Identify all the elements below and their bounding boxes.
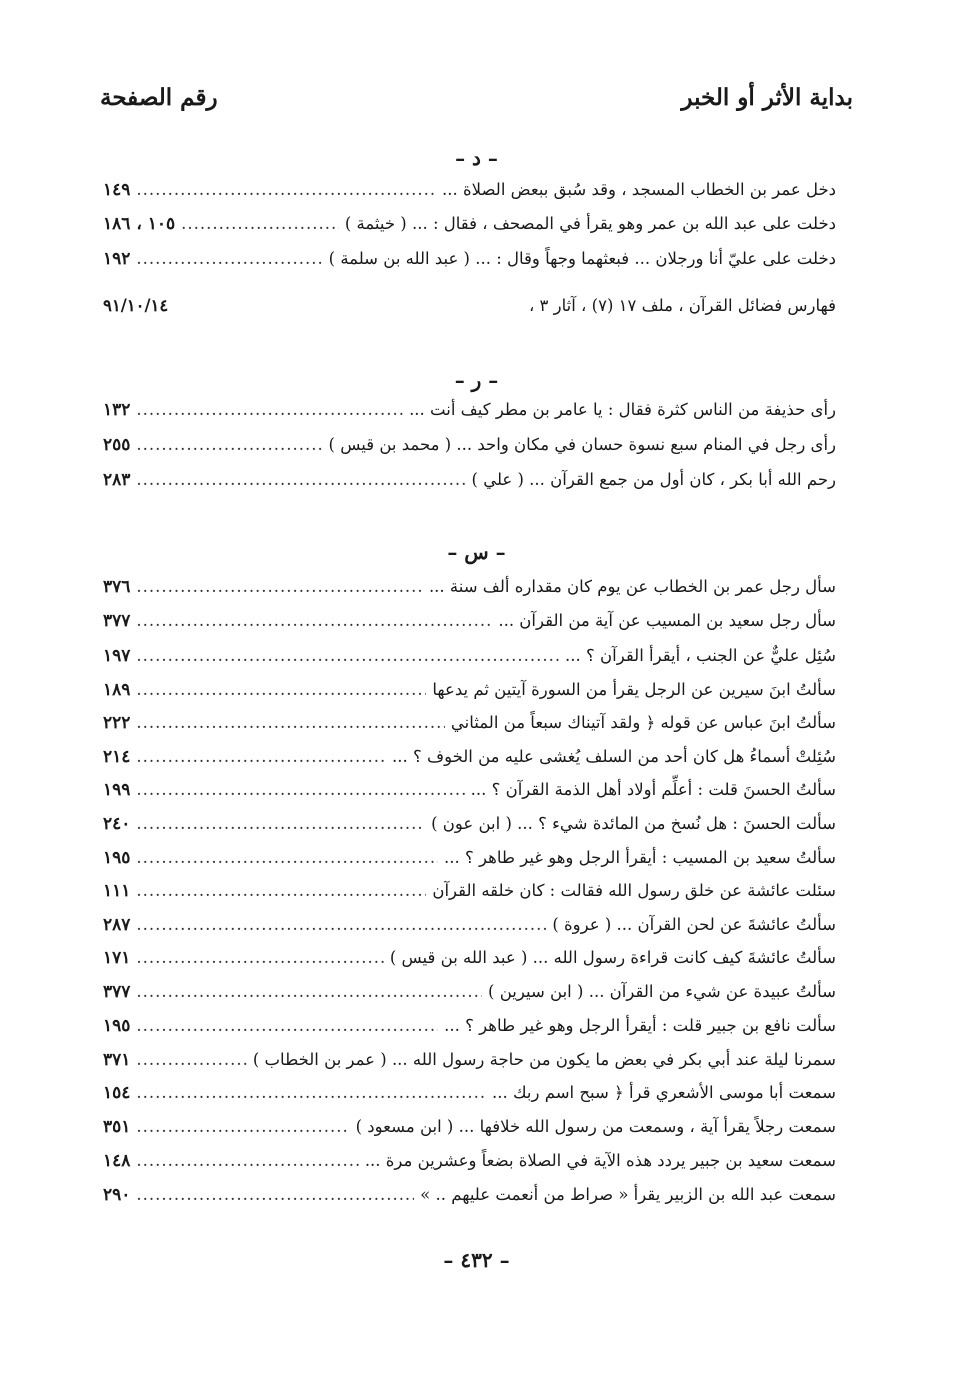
leader-dots [136,680,426,699]
index-entry [103,1151,836,1181]
index-entry [103,249,836,279]
index-entry [103,948,836,978]
leader-dots [136,915,546,934]
entry-page: ٣٧٧ [103,982,131,1002]
index-entry [103,646,836,676]
header-page-number-title: رقم الصفحة [100,84,218,111]
index-entry [103,881,836,911]
leader-dots [136,435,322,454]
leader-dots [136,1016,438,1035]
index-entry [103,1083,836,1113]
entry-text: سألتُ عبيدة عن شيء من القرآن ... ( ابن سيرين ) [488,982,836,1001]
index-entry [103,1016,836,1046]
entry-page: ١١١ [103,881,131,901]
leader-dots [136,470,465,489]
leader-dots [136,747,386,766]
entry-text: سئلت عائشة عن خلق رسول الله فقالت : كان خلقه القرآن [432,881,836,900]
entry-page: ٢٢٢ [103,713,131,733]
entry-page: ١٩٥ [103,848,131,868]
leader-dots [136,713,445,732]
entry-text: سألتُ الحسنَ قلت : أعلِّم أولاد أهل الذمة القرآن ؟ ... [470,780,836,799]
entry-text: دخلت على عليّ أنا ورجلان ... فبعثهما وجهاً وقال : ... ( عبد الله بن سلمة ) [328,249,836,268]
entry-page: ١٤٨ [103,1151,131,1171]
entry-text: دخل عمر بن الخطاب المسجد ، وقد سُبق ببعض الصلاة ... [442,180,836,199]
index-entry [103,180,836,210]
page-number-footer: – ٤٣٢ – [443,1248,510,1272]
entry-page: ١٣٢ [103,400,131,420]
index-entry [103,680,836,710]
file-note [103,296,836,315]
entry-text: سألتُ عائشةَ كيف كانت قراءة رسول الله ... ( عبد الله بن قيس ) [389,948,836,967]
index-entry [103,848,836,878]
entry-text: سمعت عبد الله بن الزبير يقرأ « صراط من أنعمت عليهم .. » [420,1185,836,1204]
entry-page: ٣٥١ [103,1117,131,1137]
entry-text: سألت الحسنَ : هل نُسخ من المائدة شيء ؟ ... ( ابن عون ) [431,814,836,833]
leader-dots [136,1151,358,1170]
leader-dots [136,249,322,268]
leader-dots [136,881,426,900]
entry-page: ١٩٩ [103,780,131,800]
leader-dots [181,214,339,233]
entry-page: ٢٥٥ [103,435,131,455]
index-entry [103,814,836,844]
entry-page: ٢٨٧ [103,915,131,935]
entry-page: ٣٧٧ [103,611,131,631]
entry-page: ١٧١ [103,948,131,968]
leader-dots [136,848,438,867]
index-entry [103,915,836,945]
section-letter-dal: – د – [455,146,498,170]
entry-page: ٢١٤ [103,747,131,767]
index-entry [103,713,836,743]
entry-text: سأل رجل عمر بن الخطاب عن يوم كان مقداره ألف سنة ... [428,577,836,596]
leader-dots [136,948,383,967]
entry-page: ١٤٩ [103,180,131,200]
leader-dots [136,611,492,630]
page-header [100,84,853,111]
entry-text: رأى رجل في المنام سبع نسوة حسان في مكان واحد ... ( محمد بن قيس ) [328,435,836,454]
entry-page: ١٩٢ [103,249,131,269]
entry-text: دخلت على عبد الله بن عمر وهو يقرأ في المصحف ، فقال : ... ( خيثمة ) [344,214,836,233]
section-letter-ra: – ر – [454,368,499,392]
entry-text: سألت نافع بن جبير قلت : أيقرأ الرجل وهو غير طاهر ؟ ... [444,1016,836,1035]
entry-page: ١٠٥ ، ١٨٦ [103,214,176,234]
entry-page: ٢٩٠ [103,1185,131,1205]
index-entry [103,435,836,465]
leader-dots [136,1050,246,1069]
entry-text: سألتُ عائشةَ عن لحن القرآن ... ( عروة ) [552,915,836,934]
index-entry [103,577,836,607]
index-entry [103,780,836,810]
file-note-code: ٩١/١٠/١٤ [103,296,169,315]
header-first-words-title: بداية الأثر أو الخبر [681,84,853,111]
index-entry [103,470,836,500]
entry-text: سُئِل عليٌّ عن الجنب ، أيقرأ القرآن ؟ ... [565,646,836,665]
entry-text: رحم الله أبا بكر ، كان أول من جمع القرآن ... ( علي ) [471,470,836,489]
entry-page: ٣٧١ [103,1050,131,1070]
entry-page: ٢٨٣ [103,470,131,490]
index-entry [103,1050,836,1080]
index-entry [103,400,836,430]
leader-dots [136,1083,486,1102]
index-entry [103,982,836,1012]
leader-dots [136,982,482,1001]
leader-dots [136,1117,349,1136]
entry-page: ١٥٤ [103,1083,131,1103]
entry-text: رأى حذيفة من الناس كثرة فقال : يا عامر بن مطر كيف أنت ... [409,400,836,419]
index-entry [103,747,836,777]
index-entry [103,1117,836,1147]
leader-dots [136,400,403,419]
leader-dots [136,577,423,596]
entry-text: سمعت رجلاً يقرأ آية ، وسمعت من رسول الله خلافها ... ( ابن مسعود ) [355,1117,836,1136]
leader-dots [136,646,559,665]
index-entry [103,611,836,641]
entry-page: ١٩٥ [103,1016,131,1036]
entry-text: سأل رجل سعيد بن المسيب عن آية من القرآن ... [498,611,836,630]
leader-dots [136,814,425,833]
file-note-text: فهارس فضائل القرآن ، ملف ١٧ (٧) ، آثار ٣ ، [528,296,836,315]
entry-text: سُئِلتْ أسماءُ هل كان أحد من السلف يُغشى عليه من الخوف ؟ ... [392,747,836,766]
leader-dots [136,1185,414,1204]
entry-page: ٣٧٦ [103,577,131,597]
entry-page: ١٩٧ [103,646,131,666]
entry-text: سألتُ ابنَ عباس عن قوله ﴿ ولقد آتيناك سبعاً من المثاني [450,713,836,732]
entry-text: سمعت سعيد بن جبير يردد هذه الآية في الصلاة بضعاً وعشرين مرة ... [364,1151,836,1170]
entry-text: سمعت أبا موسى الأشعري قرأ ﴿ سبح اسم ربك ... [492,1083,836,1102]
entry-text: سألتُ سعيد بن المسيب : أيقرأ الرجل وهو غير طاهر ؟ ... [444,848,836,867]
entry-text: سمرنا ليلة عند أبي بكر في بعض ما يكون من حاجة رسول الله ... ( عمر بن الخطاب ) [252,1050,836,1069]
index-entry [103,214,836,244]
entry-text: سألتُ ابنَ سيرين عن الرجل يقرأ من السورة آيتين ثم يدعها [432,680,836,699]
entry-page: ١٨٩ [103,680,131,700]
index-entry [103,1185,836,1215]
leader-dots [136,780,464,799]
leader-dots [136,180,436,199]
section-letter-sin: – س – [447,540,506,564]
entry-page: ٢٤٠ [103,814,131,834]
